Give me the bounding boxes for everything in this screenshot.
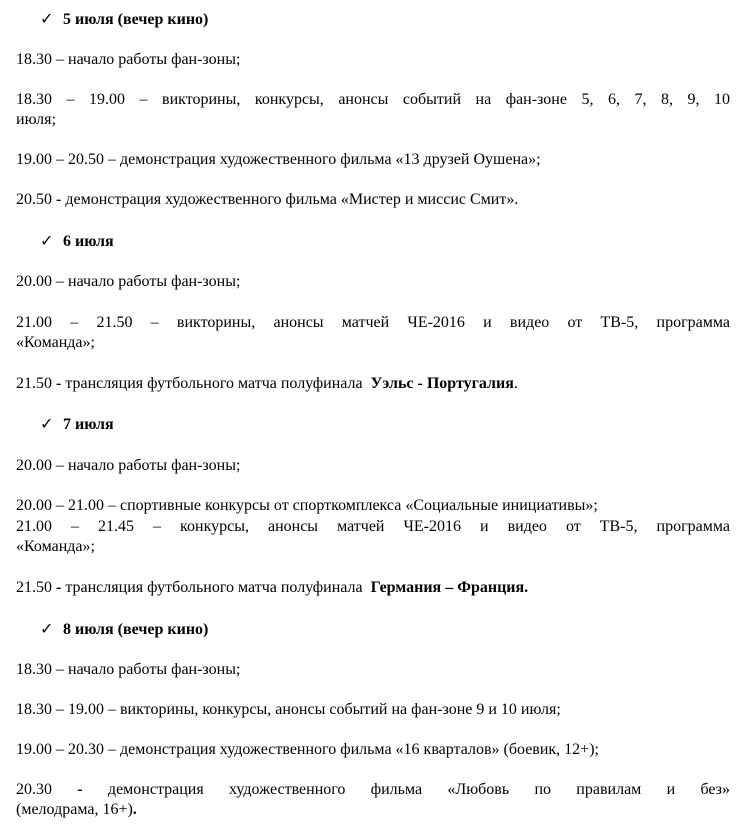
schedule-item-line: «Команда»; (16, 334, 95, 351)
day-heading (40, 232, 747, 252)
schedule-item-line: 18.30 – 19.00 – викторины, конкурсы, анонсы событий на фан-зоне 5, 6, 7, 8, 9, 10 (16, 91, 730, 108)
item-text: демонстрация художественного фильма «Любовь по правилам и без» (107, 781, 730, 798)
item-time: 21.50 (16, 579, 52, 596)
item-dash: - (52, 191, 66, 208)
schedule-item: 18.30 – 19.00 – викторины, конкурсы, анонсы событий на фан-зоне 9 и 10 июля; (16, 701, 561, 718)
checkmark-icon: ✓ (40, 621, 54, 638)
schedule-item: 19.00 – 20.30 – демонстрация художественного фильма «16 кварталов» (боевик, 12+); (16, 741, 599, 758)
team-name: Уэльс (370, 375, 414, 392)
item-time: 20.30 (16, 781, 52, 798)
schedule-item-line (16, 780, 730, 800)
team-name: Португалия (426, 375, 514, 392)
day-heading (40, 415, 747, 435)
schedule-item: 20.00 – начало работы фан-зоны; (16, 273, 241, 290)
day-heading (40, 620, 747, 640)
schedule-item: 20.00 – 21.00 – спортивные конкурсы от спорткомплекса «Социальные инициативы»; (16, 497, 598, 514)
checkmark-icon: ✓ (40, 11, 54, 28)
schedule-item-line: 21.00 – 21.45 – конкурсы, анонсы матчей ЧЕ-2016 и видео от ТВ-5, программа (16, 518, 730, 535)
item-dash: - (413, 375, 427, 392)
schedule-item: 18.30 – начало работы фан-зоны; (16, 51, 241, 68)
day-heading (40, 10, 747, 30)
day-heading-text: 5 июля (вечер кино) (63, 11, 209, 28)
schedule-item-line (16, 800, 730, 820)
schedule-item: 18.30 – начало работы фан-зоны; (16, 661, 241, 678)
checkmark-icon: ✓ (40, 416, 54, 433)
schedule-item-line: июля; (16, 111, 56, 128)
item-text: (мелодрама, 16+) (16, 801, 133, 818)
schedule-item: 20.00 – начало работы фан-зоны; (16, 457, 241, 474)
checkmark-icon: ✓ (40, 233, 54, 250)
schedule-item (16, 190, 730, 210)
match-teams: Германия – Франция. (370, 579, 529, 596)
item-text: демонстрация художественного фильма «Мистер и миссис Смит». (65, 191, 519, 208)
item-dash: - (52, 579, 66, 596)
item-text: трансляция футбольного матча полуфинала (65, 375, 367, 392)
schedule-item: 19.00 – 20.50 – демонстрация художественного фильма «13 друзей Оушена»; (16, 151, 541, 168)
day-heading-text: 6 июля (63, 233, 114, 250)
schedule-item-line: «Команда»; (16, 538, 95, 555)
schedule-item-line: 21.00 – 21.50 – викторины, анонсы матчей ЧЕ-2016 и видео от ТВ-5, программа (16, 314, 730, 331)
item-text: трансляция футбольного матча полуфинала (65, 579, 367, 596)
day-heading-text: 7 июля (63, 416, 114, 433)
day-heading-text: 8 июля (вечер кино) (63, 621, 209, 638)
item-end: . (513, 375, 518, 392)
schedule-item (16, 578, 730, 598)
item-time: 20.50 (16, 191, 52, 208)
item-dash: - (52, 781, 108, 798)
item-dash: - (52, 375, 66, 392)
schedule-item (16, 374, 730, 394)
item-time: 21.50 (16, 375, 52, 392)
item-end: . (132, 801, 137, 818)
